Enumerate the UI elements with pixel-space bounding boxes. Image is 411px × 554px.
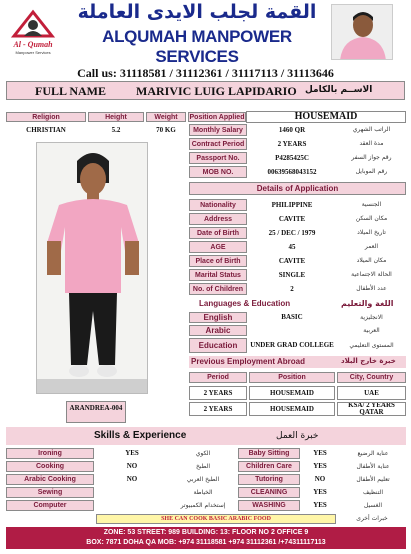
details-value: CAVITE xyxy=(278,214,306,223)
company-title-english: ALQUMAH MANPOWER SERVICES xyxy=(102,27,292,66)
skill-arabic: إستخدام الكمبيوتر xyxy=(180,501,226,509)
skill-label: Sewing xyxy=(6,487,94,498)
details-arabic: مكان السكن xyxy=(355,215,388,222)
contract-value: P4285425C xyxy=(275,153,309,162)
employment-title-bar xyxy=(189,356,406,368)
height-value: 5.2 xyxy=(111,125,121,134)
skill-label: Baby Sitting xyxy=(238,448,300,459)
other-skills-arabic: خبرات أخرى xyxy=(356,515,388,522)
height-header: Height xyxy=(88,112,144,122)
employment-country: KSA/ 2 YEARS QATAR xyxy=(337,402,406,416)
skill-value xyxy=(96,500,168,511)
languages-title: Languages & Education xyxy=(199,299,291,308)
contract-arabic: الراتب الشهري xyxy=(352,126,391,133)
employment-period: 2 YEARS xyxy=(189,402,247,416)
employment-period: 2 YEARS xyxy=(189,386,247,400)
footer xyxy=(6,527,406,549)
contract-arabic: رقم جواز السفر xyxy=(351,154,392,161)
skill-value: YES xyxy=(125,449,139,457)
skill-arabic: عناية الرضيع xyxy=(357,449,389,457)
skills-title: Skills & Experience xyxy=(94,430,187,441)
contract-arabic: رقم الموبايل xyxy=(355,168,388,175)
details-value: 2 xyxy=(290,284,294,293)
employment-country-header: City, Country xyxy=(337,372,406,383)
details-label: Nationality xyxy=(189,199,247,211)
header-photo xyxy=(331,4,393,60)
details-arabic: الجنسية xyxy=(361,201,382,208)
details-label: Address xyxy=(189,213,247,225)
employment-period-header: Period xyxy=(189,372,247,383)
language-label: English xyxy=(189,312,247,323)
language-value: UNDER GRAD COLLEGE xyxy=(250,341,334,349)
skill-label: CLEANING xyxy=(238,487,300,498)
position-header: Position Applied xyxy=(189,113,245,121)
skill-value: YES xyxy=(313,488,327,496)
details-label: Marital Status xyxy=(189,269,247,281)
photo-caption: ARANDREA-004 xyxy=(66,401,126,423)
skill-label: Computer xyxy=(6,500,94,511)
name-bar xyxy=(6,81,405,100)
skill-value: NO xyxy=(126,475,138,483)
contract-value: 1460 QR xyxy=(278,125,306,134)
details-title: Details of Application xyxy=(189,182,406,195)
language-value xyxy=(249,325,335,336)
logo-text: Al - Qumah xyxy=(13,40,53,49)
languages-title-bar xyxy=(189,298,406,310)
language-label: Education xyxy=(189,338,247,353)
details-label: AGE xyxy=(189,241,247,253)
name-value: MARIVIC LUIG LAPIDARIO xyxy=(136,84,297,98)
language-arabic: العربية xyxy=(363,326,380,334)
employment-position-header: Position xyxy=(249,372,335,383)
religion-header: Religion xyxy=(6,112,86,122)
skills-title-bar xyxy=(6,427,406,445)
details-value: CAVITE xyxy=(278,256,306,265)
skill-value xyxy=(96,487,168,498)
skill-label: Ironing xyxy=(6,448,94,459)
weight-value: 70 KG xyxy=(156,125,176,134)
contract-label: MOB NO. xyxy=(189,166,247,178)
weight-header: Weight xyxy=(146,112,186,122)
skill-arabic: التنظيف xyxy=(362,488,384,496)
skill-arabic: عناية الأطفال xyxy=(356,462,390,470)
language-label: Arabic xyxy=(189,325,247,336)
position-value: HOUSEMAID xyxy=(246,111,406,123)
details-label: Place of Birth xyxy=(189,255,247,267)
details-arabic: العمر xyxy=(364,243,379,250)
details-value: 25 / DEC / 1979 xyxy=(268,228,316,237)
language-value: BASIC xyxy=(281,313,303,321)
details-arabic: عدد الأطفال xyxy=(356,285,387,292)
details-value: SINGLE xyxy=(278,270,306,279)
employment-position: HOUSEMAID xyxy=(249,386,335,400)
details-arabic: تاريخ الميلاد xyxy=(357,229,386,236)
skill-value: YES xyxy=(313,449,327,457)
skill-arabic: تعليم الأطفال xyxy=(356,475,390,483)
details-arabic: مكان الميلاد xyxy=(356,257,387,264)
name-label: FULL NAME xyxy=(35,84,107,98)
footer-contact: BOX: 7871 DOHA QA MOB: +974 31118581 +974 31112361 /+74311117113 xyxy=(86,539,326,546)
language-arabic: المستوى التعليمي xyxy=(349,341,394,349)
skill-value: YES xyxy=(313,462,327,470)
details-value: PHILIPPINE xyxy=(271,200,313,209)
skill-label: WASHING xyxy=(238,500,300,511)
skill-arabic: الغسيل xyxy=(363,501,383,509)
contract-label: Contract Period xyxy=(189,138,247,150)
skill-label: Cooking xyxy=(6,461,94,472)
skill-label: Arabic Cooking xyxy=(6,474,94,485)
details-arabic: الحالة الاجتماعية xyxy=(351,271,392,278)
skill-arabic: الكوي xyxy=(195,449,211,457)
skill-label: Children Care xyxy=(238,461,300,472)
employment-country: UAE xyxy=(337,386,406,400)
contract-label: Monthly Salary xyxy=(189,124,247,136)
skills-title-arabic: خبرة العمل xyxy=(276,431,319,441)
contract-label: Passport No. xyxy=(189,152,247,164)
company-title-arabic: القمة لجلب الايدى العاملة xyxy=(77,1,317,23)
details-label: Date of Birth xyxy=(189,227,247,239)
phone-numbers: Call us: 31118581 / 31112361 / 31117113 / 31113646 xyxy=(77,66,334,80)
other-skills-value: SHE CAN COOK BASIC ARABIC FOOD xyxy=(96,514,336,524)
details-label: No. of Children xyxy=(189,283,247,295)
footer-address: ZONE: 53 STREET: 989 BUILDING: 13: FLOOR NO 2 OFFICE 9 xyxy=(103,529,309,536)
contract-arabic: مدة العقد xyxy=(359,140,384,147)
contract-value: 2 YEARS xyxy=(277,139,307,148)
header xyxy=(0,0,411,66)
skill-arabic: الطبخ العربي xyxy=(186,475,220,483)
skill-value: NO xyxy=(314,475,326,483)
contract-value: 00639568043152 xyxy=(267,167,317,176)
employment-position: HOUSEMAID xyxy=(249,402,335,416)
language-arabic: الانجليزية xyxy=(360,313,383,321)
religion-value: CHRISTIAN xyxy=(26,125,66,134)
skill-value: YES xyxy=(313,501,327,509)
name-label-arabic: الاســم بالكامل xyxy=(305,85,373,95)
details-value: 45 xyxy=(288,242,296,251)
skill-value: NO xyxy=(126,462,138,470)
skill-arabic: الخياطة xyxy=(193,488,213,496)
logo-subtext: Manpower Services xyxy=(15,50,51,55)
full-body-photo xyxy=(36,142,148,394)
skill-arabic: الطبخ xyxy=(195,462,211,470)
employment-title: Previous Employment Abroad xyxy=(191,357,305,366)
company-logo xyxy=(8,6,58,56)
skill-label: Tutoring xyxy=(238,474,300,485)
languages-title-arabic: اللغة والتعليم xyxy=(341,299,394,308)
employment-title-arabic: خبرة خارج البلاد xyxy=(341,357,396,365)
